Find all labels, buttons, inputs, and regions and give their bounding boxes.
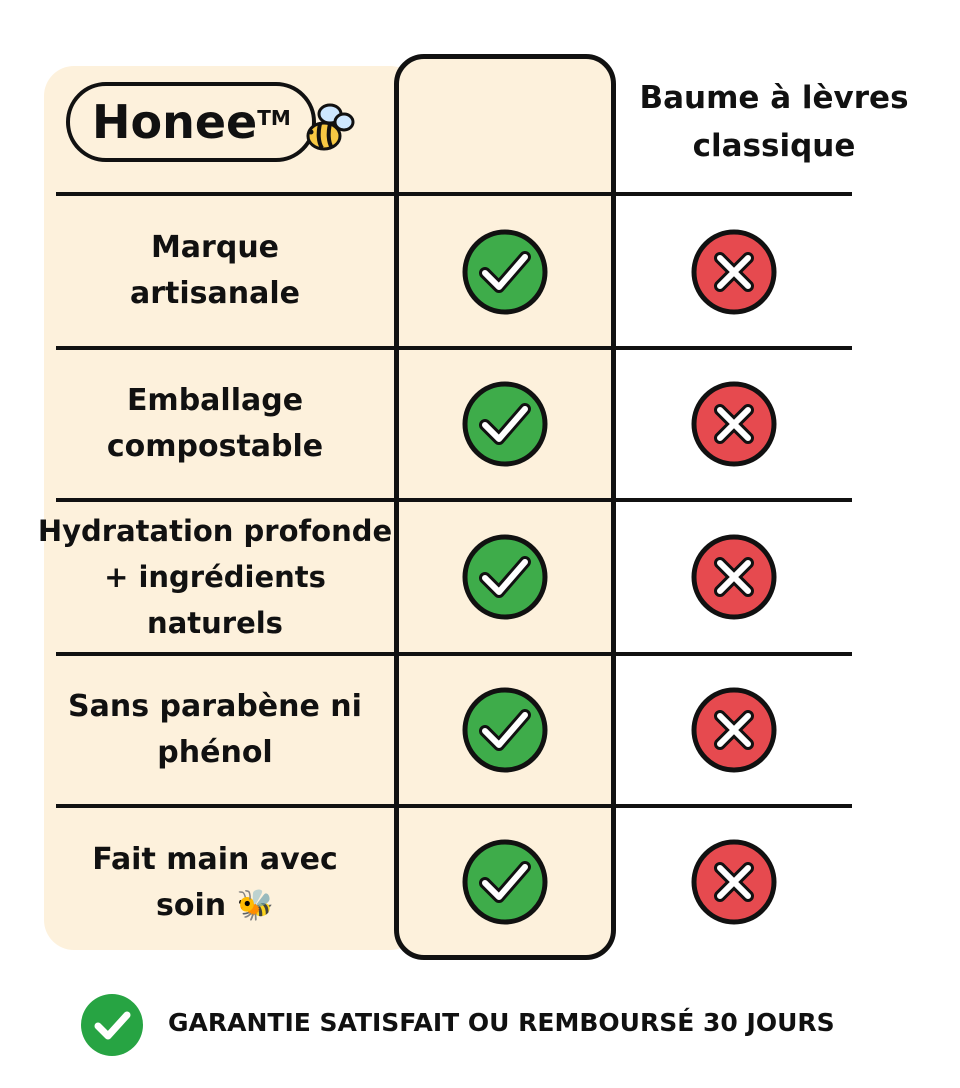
- check-icon: [461, 686, 549, 774]
- feature-label: Fait main avec soin 🐝: [92, 842, 338, 923]
- cross-icon: [690, 533, 778, 621]
- bee-icon: [300, 100, 356, 158]
- cross-icon: [690, 228, 778, 316]
- check-icon: [461, 533, 549, 621]
- brand-name: Honee: [92, 95, 258, 149]
- cross-icon: [690, 838, 778, 926]
- brand-trademark: TM: [257, 106, 291, 130]
- check-icon: [461, 228, 549, 316]
- brand-logo: [66, 82, 316, 162]
- feature-label: Marque artisanale: [130, 230, 300, 311]
- check-icon: [461, 380, 549, 468]
- classic-column-header: Baume à lèvres classique: [639, 80, 909, 164]
- feature-label: Sans parabène ni phénol: [68, 689, 362, 770]
- cross-icon: [690, 686, 778, 774]
- feature-label: Emballage compostable: [106, 383, 324, 464]
- feature-label: Hydratation profonde + ingrédients naturels: [37, 514, 393, 640]
- cross-icon: [690, 380, 778, 468]
- honee-column-highlight: [394, 54, 616, 960]
- check-icon: [461, 838, 549, 926]
- check-circle-icon: [80, 993, 144, 1057]
- guarantee-text: GARANTIE SATISFAIT OU REMBOURSÉ 30 JOURS: [168, 1008, 835, 1037]
